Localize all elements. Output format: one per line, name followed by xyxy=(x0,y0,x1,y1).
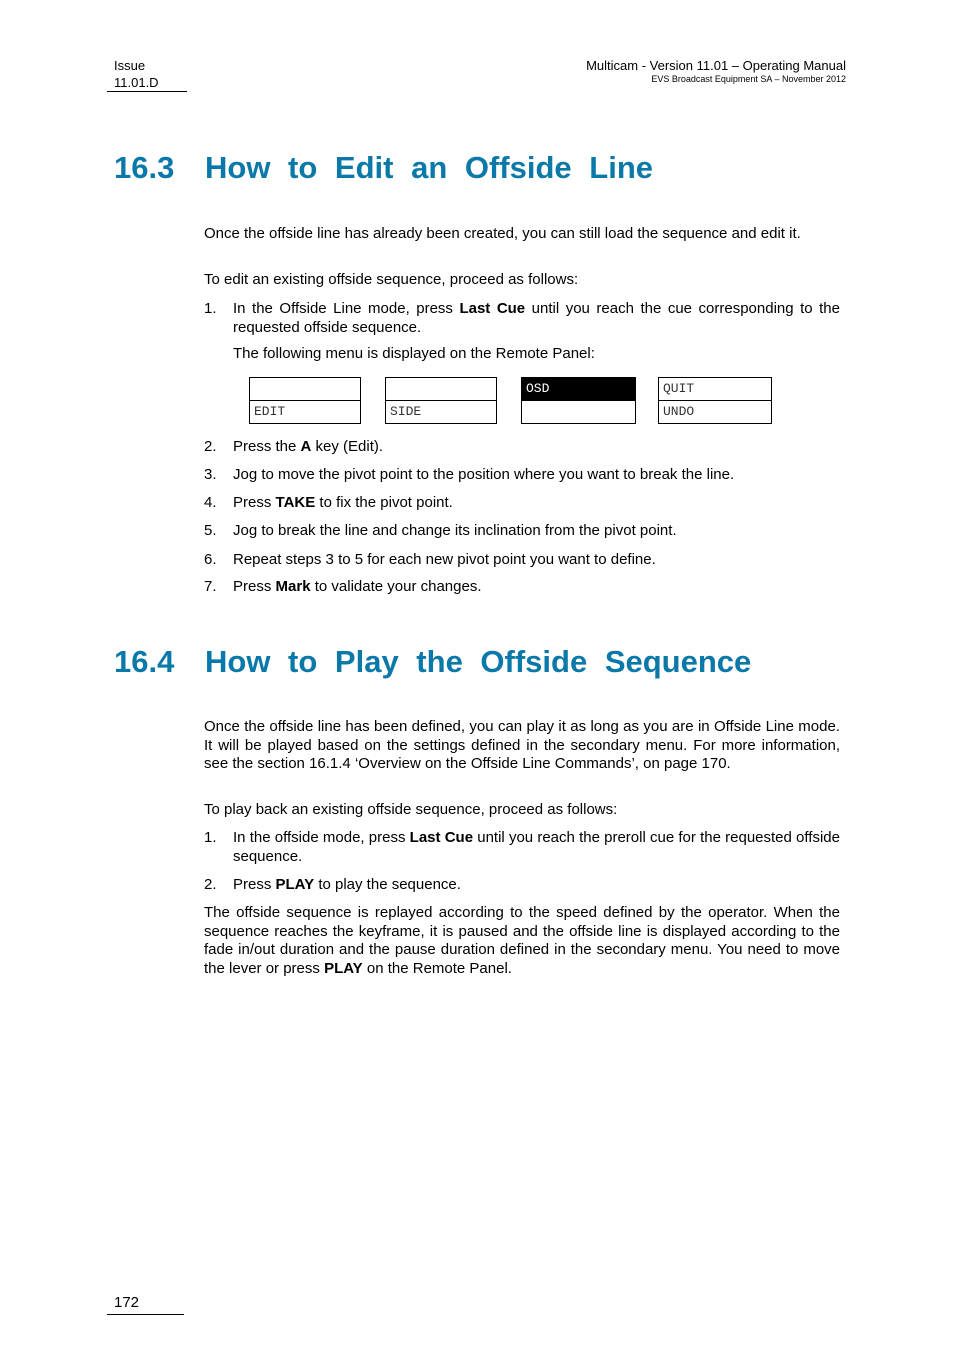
page-number: 172 xyxy=(114,1294,140,1311)
step-number: 5. xyxy=(204,522,217,539)
step-text: Press PLAY to play the sequence. xyxy=(233,876,461,893)
manual-subtitle: EVS Broadcast Equipment SA – November 2012 xyxy=(651,74,846,84)
step-item xyxy=(204,551,840,570)
step-number: 2. xyxy=(204,876,217,893)
step-number: 3. xyxy=(204,466,217,483)
footer-divider xyxy=(107,1314,184,1315)
menu-key-bottom: EDIT xyxy=(254,404,286,419)
step-number: 1. xyxy=(204,829,217,846)
section-lead: To play back an existing offside sequence, proceed as follows: xyxy=(204,801,618,818)
menu-key-c xyxy=(521,377,636,424)
issue-block xyxy=(114,57,159,91)
manual-title: Multicam - Version 11.01 – Operating Manual xyxy=(586,58,846,73)
section-intro: Once the offside line has already been created, you can still load the sequence and edit it. xyxy=(204,225,801,242)
step-item xyxy=(204,578,840,597)
menu-key-a xyxy=(249,377,361,424)
section-heading-16-4 xyxy=(114,644,751,680)
issue-number: 11.01.D xyxy=(114,75,159,90)
step-number: 1. xyxy=(204,300,217,317)
menu-key-bottom: UNDO xyxy=(663,404,695,419)
step-item xyxy=(204,438,840,457)
step-text: Jog to move the pivot point to the position where you want to break the line. xyxy=(233,466,735,483)
section-title: How to Edit an Offside Line xyxy=(205,150,653,185)
menu-caption: The following menu is displayed on the Remote Panel: xyxy=(233,345,595,362)
menu-key-b xyxy=(385,377,497,424)
step-item xyxy=(204,876,840,895)
section-title: How to Play the Offside Sequence xyxy=(205,644,752,679)
step-text: Press Mark to validate your changes. xyxy=(233,578,482,595)
step-number: 6. xyxy=(204,551,217,568)
manual-header xyxy=(586,57,846,85)
step-item xyxy=(204,300,840,337)
step-item xyxy=(204,466,840,485)
section-heading-16-3 xyxy=(114,150,653,186)
section-lead: To edit an existing offside sequence, proceed as follows: xyxy=(204,271,579,288)
section-number: 16.4 xyxy=(114,644,175,679)
step-text: Jog to break the line and change its inclination from the pivot point. xyxy=(233,522,677,539)
step-number: 4. xyxy=(204,494,217,511)
menu-key-top xyxy=(386,378,496,401)
step-text: Repeat steps 3 to 5 for each new pivot point you want to define. xyxy=(233,551,656,568)
step-item xyxy=(204,829,840,866)
step-text: Press TAKE to fix the pivot point. xyxy=(233,494,453,511)
step-item xyxy=(204,494,840,513)
menu-key-top: QUIT xyxy=(659,378,771,401)
issue-label: Issue xyxy=(114,58,146,73)
menu-key-bottom xyxy=(522,401,635,424)
closing-paragraph: The offside sequence is replayed according to the speed defined by the operator. When the sequence reaches the keyframe, it is paused and the offside line is displayed according to the fade in/out duration and the pause duration defined in the secondary menu. You need to move the lever or press PLAY on the Remote Panel. xyxy=(204,904,840,977)
step-text: In the Offside Line mode, press Last Cue until you reach the cue corresponding to the requested offside sequence. xyxy=(233,300,840,336)
step-item xyxy=(204,522,840,541)
menu-key-d xyxy=(658,377,772,424)
step-number: 7. xyxy=(204,578,217,595)
section-number: 16.3 xyxy=(114,150,175,185)
step-text: Press the A key (Edit). xyxy=(233,438,384,455)
issue-divider xyxy=(107,91,187,92)
menu-key-bottom: SIDE xyxy=(390,404,422,419)
menu-key-top-highlighted: OSD xyxy=(522,378,635,401)
step-text: In the offside mode, press Last Cue until you reach the preroll cue for the requested offside sequence. xyxy=(233,829,840,865)
section-intro: Once the offside line has been defined, you can play it as long as you are in Offside Line mode. It will be played based on the settings defined in the secondary menu. For more information, see the section 16.1.4 ‘Overview on the Offside Line Commands’, on page 170. xyxy=(204,718,840,772)
step-number: 2. xyxy=(204,438,217,455)
menu-key-top xyxy=(250,378,360,401)
